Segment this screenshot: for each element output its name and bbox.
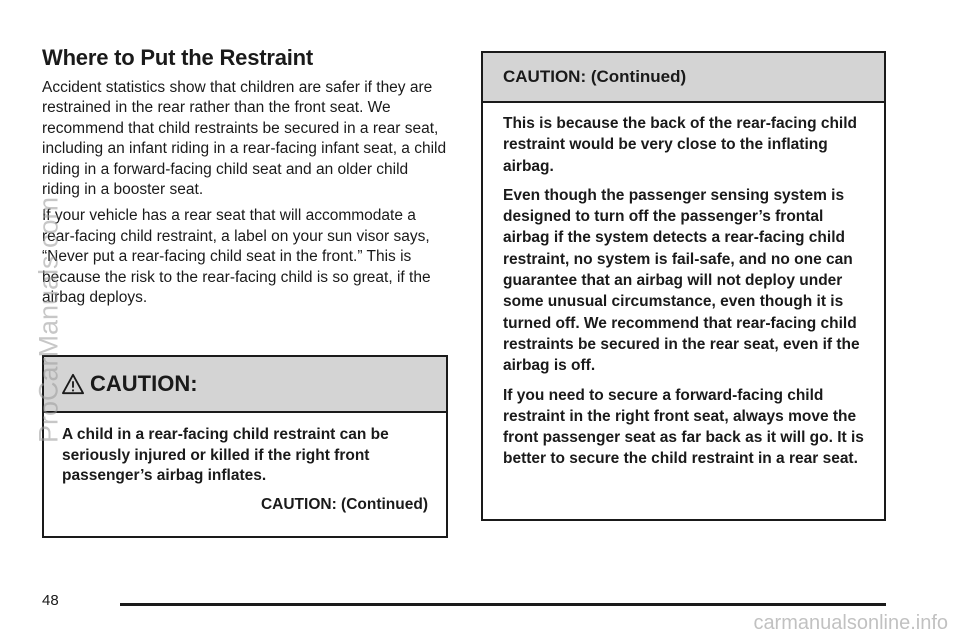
body-paragraph: If your vehicle has a rear seat that will accommodate a rear-facing child restraint, a label on your sun visor says, “Never put a rear-facing child seat in the front.” This is because the risk to the rear-facing child is so great, if the airbag deploys. <box>42 207 431 307</box>
warning-triangle-icon <box>62 373 84 395</box>
caution-continued-body <box>483 103 884 470</box>
caution-header <box>44 357 446 413</box>
caution-paragraph: Even though the passenger sensing system is designed to turn off the passenger’s frontal airbag if the system detects a rear-facing child restraint, no system is fail-safe, and no one can guarantee that an airbag will not deploy under some unusual circumstance, even though it is turned off. We recommend that rear-facing child restraints be secured in the rear seat, even if the airbag is off. <box>503 186 860 375</box>
caution-continued-label: CAUTION: (Continued) <box>260 495 428 513</box>
caution-text: A child in a rear-facing child restraint can be seriously injured or killed if the right front passenger’s airbag inflates. <box>62 426 389 484</box>
caution-paragraph: This is because the back of the rear-facing child restraint would be very close to the inflating airbag. <box>503 115 858 175</box>
caution-continued-box <box>481 51 886 521</box>
footer-rule <box>120 603 886 606</box>
left-column <box>42 44 450 308</box>
caution-paragraph: If you need to secure a forward-facing child restraint in the right front seat, always move the front passenger seat as far back as it will go. It is better to secure the child restraint in a rear seat. <box>503 386 864 468</box>
caution-heading: CAUTION: <box>90 371 198 396</box>
caution-body <box>44 413 446 515</box>
watermark-bottom: carmanualsonline.info <box>753 612 948 634</box>
page-number: 48 <box>42 592 59 609</box>
caution-continued-header: CAUTION: (Continued) <box>483 53 884 103</box>
caution-box <box>42 355 448 538</box>
section-title: Where to Put the Restraint <box>42 45 314 70</box>
watermark-side: ProCarManuals.com <box>33 196 64 444</box>
body-paragraph: Accident statistics show that children are safer if they are restrained in the rear rather than the front seat. We recommend that child restraints be secured in a rear seat, including an infant riding in a rear-facing infant seat, a child riding in a forward-facing child seat and an older child riding in a booster seat. <box>42 79 447 199</box>
